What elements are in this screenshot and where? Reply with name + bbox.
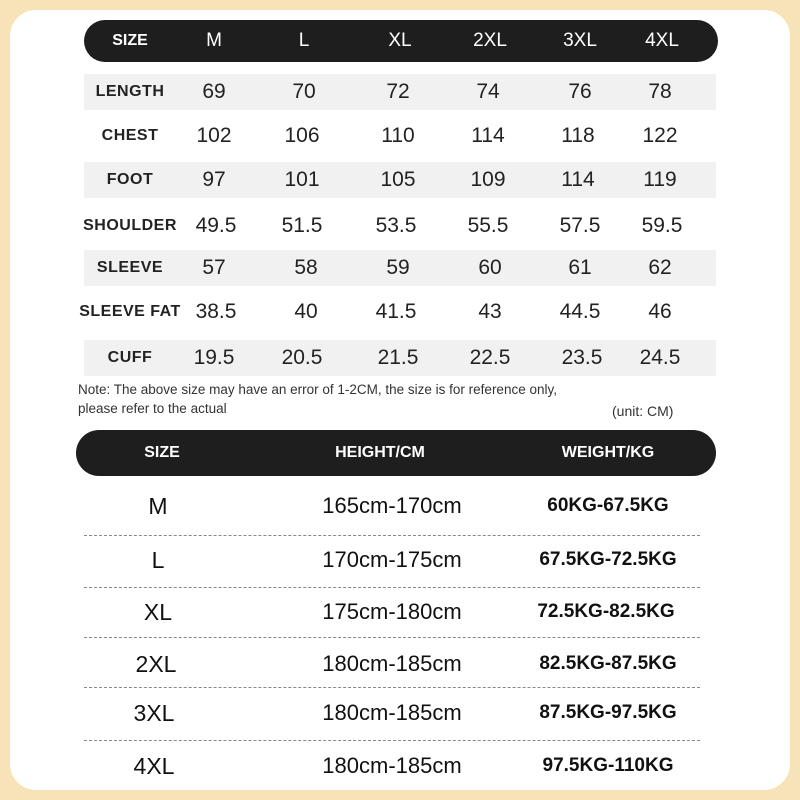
measure-value: 61 — [568, 256, 592, 279]
row-divider — [84, 740, 700, 741]
measure-value: 59.5 — [641, 214, 683, 237]
measure-row-chest — [84, 118, 716, 154]
measure-row-sleeve-fat — [79, 294, 716, 330]
measure-value: 70 — [292, 80, 316, 103]
size-note — [78, 380, 618, 418]
row-divider — [84, 587, 700, 588]
rec-header-height: HEIGHT/CM — [335, 444, 425, 461]
measure-value: 101 — [284, 168, 320, 191]
measure-value: 119 — [643, 168, 677, 191]
size-header-l: L — [298, 30, 310, 51]
measure-value: 102 — [196, 124, 232, 147]
rec-height: 175cm-180cm — [322, 599, 462, 624]
measure-value: 105 — [380, 168, 416, 191]
measure-value: 23.5 — [561, 346, 603, 369]
measure-value: 76 — [568, 80, 592, 103]
rec-size: L — [151, 547, 165, 573]
unit-label: (unit: CM) — [612, 403, 674, 419]
measure-row-length — [84, 74, 716, 110]
measure-value: 106 — [284, 124, 320, 147]
size-header-4xl: 4XL — [645, 30, 679, 51]
measure-value: 58 — [294, 256, 318, 279]
rec-height: 180cm-185cm — [322, 651, 462, 676]
rec-weight: 82.5KG-87.5KG — [539, 653, 677, 674]
rec-weight: 87.5KG-97.5KG — [539, 702, 677, 723]
row-divider — [84, 535, 700, 536]
rec-size: 2XL — [135, 651, 177, 677]
rec-size: M — [148, 493, 168, 519]
measure-value: 44.5 — [559, 300, 601, 323]
note-line-2: please refer to the actual — [78, 401, 227, 416]
measure-value: 97 — [202, 168, 226, 191]
measure-label: CUFF — [107, 349, 153, 366]
measure-value: 72 — [386, 80, 410, 103]
rec-row-4xl — [84, 744, 702, 788]
measure-label: LENGTH — [95, 83, 165, 100]
row-divider — [84, 637, 700, 638]
measure-row-cuff — [84, 340, 716, 376]
measure-value: 19.5 — [193, 346, 235, 369]
measure-label: FOOT — [106, 171, 154, 188]
rec-row-m — [84, 484, 702, 528]
measure-row-foot — [84, 162, 716, 198]
measure-value: 21.5 — [377, 346, 419, 369]
size-header-xl: XL — [388, 30, 412, 51]
measure-value: 40 — [294, 300, 318, 323]
recommendation-header-bar — [76, 430, 716, 476]
size-header-2xl: 2XL — [473, 30, 507, 51]
measure-value: 62 — [648, 256, 672, 279]
rec-height: 165cm-170cm — [322, 493, 462, 518]
measure-value: 109 — [470, 168, 506, 191]
size-header-label: SIZE — [112, 32, 148, 49]
rec-weight: 72.5KG-82.5KG — [537, 601, 675, 622]
rec-size: 3XL — [133, 700, 175, 726]
measure-value: 114 — [471, 124, 505, 147]
rec-row-l — [84, 538, 702, 582]
rec-weight: 67.5KG-72.5KG — [539, 549, 677, 570]
rec-row-xl — [84, 590, 702, 634]
measure-value: 69 — [202, 80, 226, 103]
measure-value: 24.5 — [639, 346, 681, 369]
measure-value: 41.5 — [375, 300, 417, 323]
measure-value: 78 — [648, 80, 672, 103]
rec-height: 170cm-175cm — [322, 547, 462, 572]
rec-height: 180cm-185cm — [322, 700, 462, 725]
rec-header-weight: WEIGHT/KG — [561, 444, 655, 461]
measure-value: 49.5 — [195, 214, 237, 237]
rec-weight: 60KG-67.5KG — [547, 495, 669, 516]
rec-size: 4XL — [133, 753, 175, 779]
measure-value: 46 — [648, 300, 672, 323]
measure-label: SHOULDER — [83, 217, 177, 234]
measure-value: 59 — [386, 256, 410, 279]
measure-row-sleeve — [84, 250, 716, 286]
measure-value: 22.5 — [469, 346, 511, 369]
measure-value: 57.5 — [559, 214, 601, 237]
measure-value: 114 — [561, 168, 595, 191]
measure-value: 57 — [202, 256, 226, 279]
measure-label: SLEEVE FAT — [79, 303, 181, 320]
measure-label: CHEST — [101, 127, 159, 144]
measure-value: 74 — [476, 80, 500, 103]
measure-value: 51.5 — [281, 214, 323, 237]
measure-value: 53.5 — [375, 214, 417, 237]
rec-header-size: SIZE — [144, 444, 180, 461]
rec-height: 180cm-185cm — [322, 753, 462, 778]
measure-value: 38.5 — [195, 300, 237, 323]
note-line-1: Note: The above size may have an error of 1-2CM, the size is for reference only, — [78, 382, 557, 397]
rec-weight: 97.5KG-110KG — [542, 755, 674, 776]
measure-value: 20.5 — [281, 346, 323, 369]
rec-size: XL — [143, 599, 173, 625]
row-divider — [84, 687, 700, 688]
rec-row-2xl — [84, 642, 702, 686]
measure-label: SLEEVE — [96, 259, 164, 276]
size-header-m: M — [206, 30, 222, 51]
measure-value: 55.5 — [467, 214, 509, 237]
size-header-bar — [84, 20, 718, 62]
size-header-3xl: 3XL — [563, 30, 597, 51]
measure-value: 60 — [478, 256, 502, 279]
measure-value: 43 — [478, 300, 502, 323]
rec-row-3xl — [84, 691, 702, 735]
measure-value: 118 — [561, 124, 595, 147]
measure-value: 110 — [381, 124, 415, 147]
measure-value: 122 — [642, 124, 678, 147]
measure-row-shoulder — [84, 208, 716, 244]
